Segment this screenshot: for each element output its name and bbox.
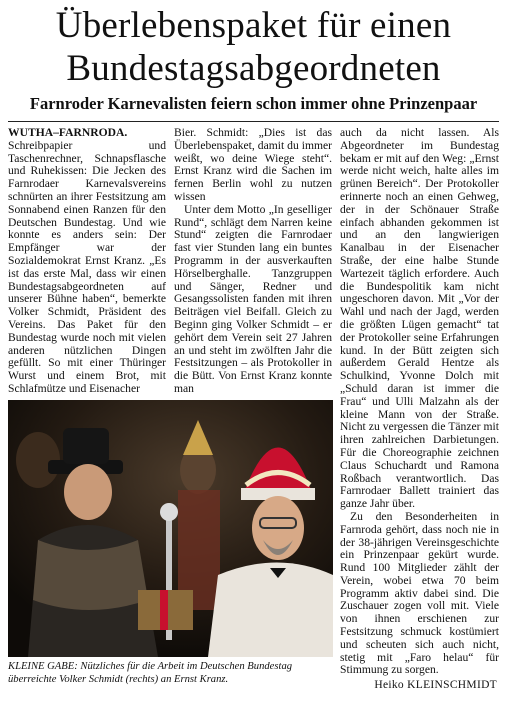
paragraph: Zu den Besonderheiten in Farnroda gehört, dass noch nie in der 38-jährigen Vereinsgeschichte ein Prinzenpaar gekürt wurde. Rund 100 Mitglieder zählt der Verein, wobei etwa 70 beim Programm aktiv dabei sind. Die Zuschauer zogen voll mit. Viele von ihnen erschienen zur Festsitzung schmuck kostümiert und scheuten sich auch nicht, stetig mit „Faro helau“ für Stimmung zu sorgen.	[340, 509, 499, 677]
byline: Heiko KLEINSCHMIDT	[374, 679, 497, 691]
article-column-3	[340, 126, 499, 677]
headline: Überlebenspaket für einen Bundestagsabgeordneten	[55, 5, 452, 89]
headline-divider	[8, 121, 499, 122]
paragraph-text: Schreibpapier und Taschenrechner, Schnapsflasche und Ruhekissen: Die Jecken des Farnrodaer Karnevalsvereins schnürten an ihrer Festsitzung am Sonnabend einen Ranzen für den Deutschen Bundestag. Und wie konnte es anders sein: Der Empfänger war der Sozialdemokrat Ernst Kranz. „Es ist das erste Mal, dass wir einen Bundestagsabgeordneten auf unserer Bühne haben“, bemerkte Volker Schmidt, Präsident des Vereins. Das Paket für den Bundestag wurde noch mit vielen anderen nützlichen Dingen gefüllt. So mit einer Thüringer Wurst und einem Brot, mit Schlafmütze und Eisenacher	[8, 138, 166, 395]
article-column-2	[174, 126, 332, 395]
paragraph: auch da nicht lassen. Als Abgeordneter im Bundestag bekam er mit auf den Weg: „Ernst werde nicht weich, halte alles im grünen Bereich“. Der Protokoller erinnerte noch an einen Gehweg, der in der Schönauer Straße einfach abhanden gekommen ist und an den langwierigen Kanalbau in der Eisenacher Straße, der eine halbe Stunde Wartezeit täglich erfordere. Auch die Bundespolitik kam nicht ungeschoren davon. Mit „Vor der Wahl und nach der Jagd, werden die größten Lügen gemacht“ tat der Protokoller seine Erfahrungen kund. In der Bütt zeigten sich außerdem Gerald Hentze als Schulkind, Yvonne Dolch mit „Schuld daran ist immer die Frau“ und Ulli Malzahn als der kleine Mann von der Straße. Nicht zu vergessen die Tänzer mit ihren zahlreichen Darbietungen. Für die Choreographie zeichnen Claus Schuchardt und Ramona Roßbach verantwortlich. Das Farnrodaer Ballett trainiert das ganze Jahr über.	[340, 126, 499, 511]
article-column-1	[8, 126, 166, 395]
photo-caption: KLEINE GABE: Nützliches für die Arbeit im Deutschen Bundestag überreichte Volker Schmidt (rechts) an Ernst Kranz.	[8, 661, 293, 685]
dateline: WUTHA–FARNRODA.	[8, 126, 128, 139]
carnival-scene-image	[8, 400, 333, 657]
paragraph: Unter dem Motto „In geselliger Rund“, schlägt dem Narren keine Stund“ zeigten die Farnrodaer fast vier Stunden lang ein buntes Programm in der ausverkauften Hörselberghalle. Tanzgruppen und Sänger, Redner und Gesangssolisten fanden mit ihren Beiträgen viel Beifall. Gleich zu Beginn ging Volker Schmidt – er gehört dem Verein seit 27 Jahren an und steht im zwölften Jahr die Festsitzungen – als Protokoller in die Bütt. Von Ernst Kranz konnte man	[174, 202, 332, 395]
paragraph: Bier. Schmidt: „Dies ist das Überlebenspaket, damit du immer weißt, wo deine Wiege steht“. Ernst Kranz wird die Sachen im fernen Berlin wohl zu nutzen wissen	[174, 126, 332, 203]
paragraph	[8, 127, 166, 396]
subheadline: Farnroder Karnevalisten feiern schon immer ohne Prinzenpaar	[29, 94, 478, 113]
article-photo	[8, 400, 333, 657]
